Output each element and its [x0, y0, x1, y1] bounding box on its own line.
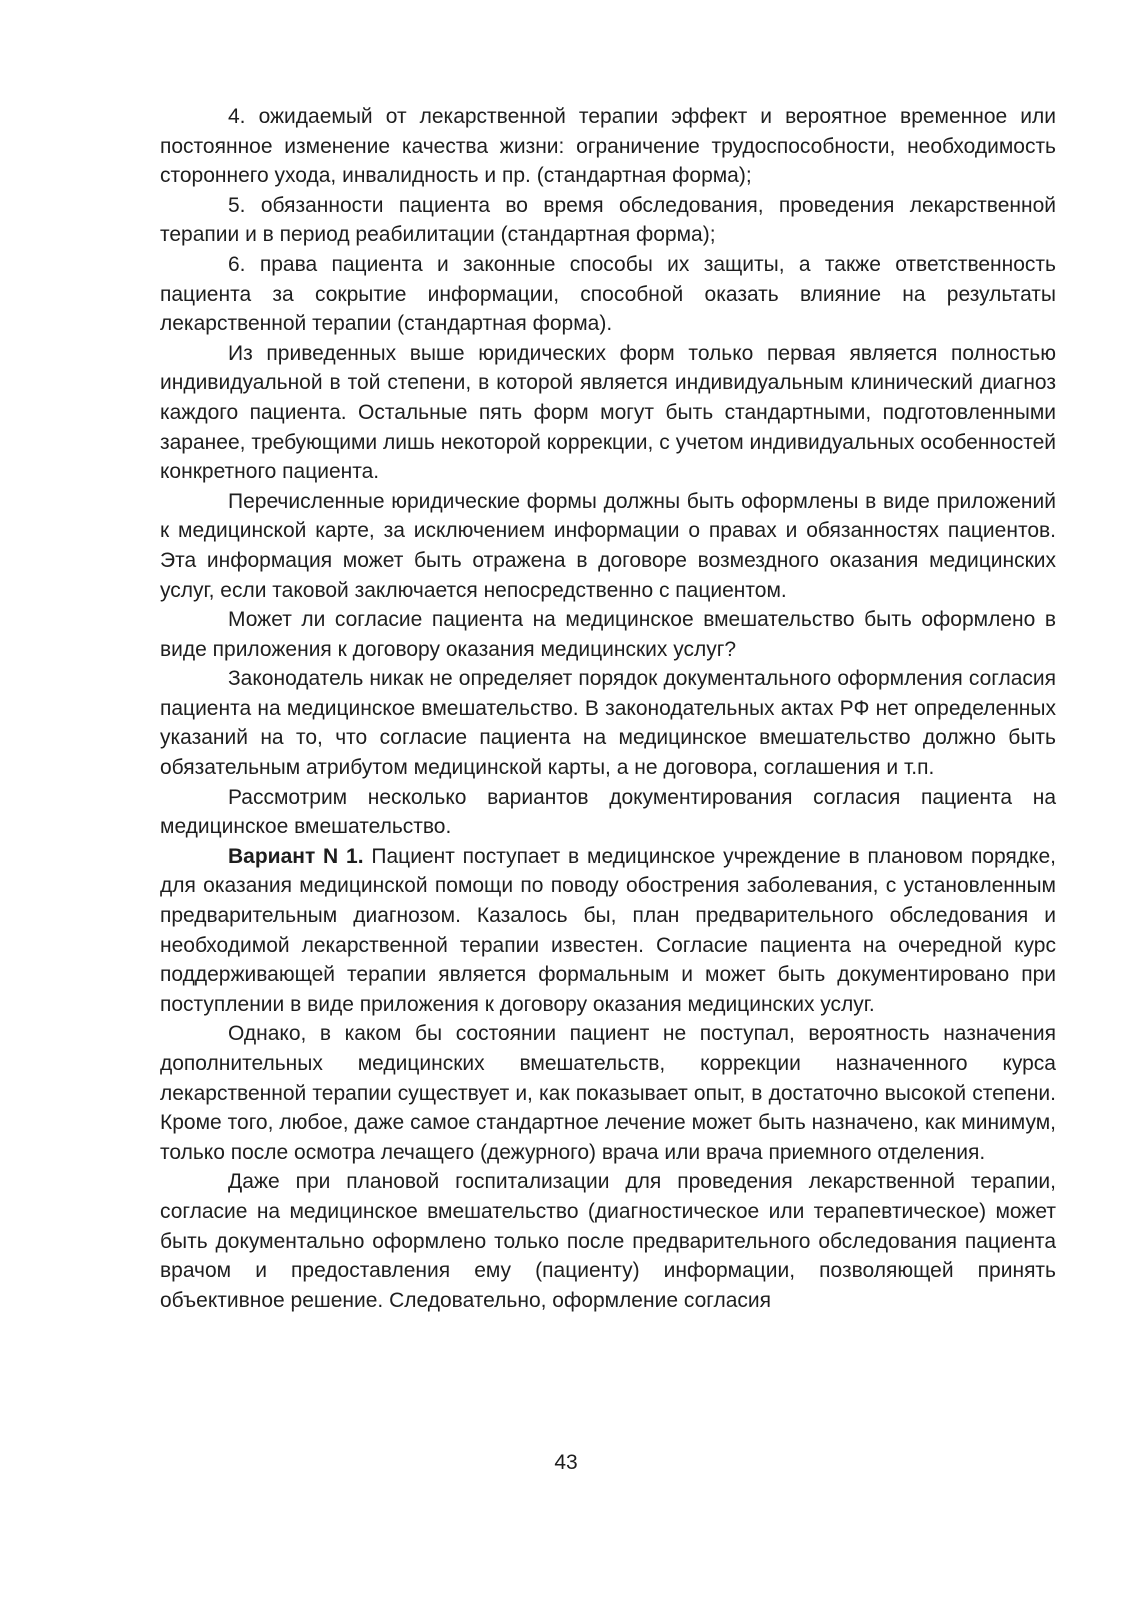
paragraph-text: Даже при плановой госпитализации для проведения лекарственной терапии, согласие на медицинское вмешательство (диагностическое или терапевтическое) может быть документально оформлено только после предварительного обследования пациента врачом и предоставления ему (пациенту) информации, позволяющей принять объективное решение. Следовательно, оформление согласия — [160, 1170, 1056, 1312]
page-number: 43 — [554, 1451, 578, 1474]
paragraph-text: Однако, в каком бы состоянии пациент не поступал, вероятность назначения дополнительных медицинских вмешательств, коррекции назначенного курса лекарственной терапии существует и, как показывает опыт, в достаточно высокой степени. Кроме того, любое, даже самое стандартное лечение может быть назначено, как минимум, только после осмотра лечащего (дежурного) врача или врача приемного отделения. — [160, 1022, 1056, 1164]
paragraph-item-6 — [160, 250, 1056, 339]
paragraph-forms-summary — [160, 339, 1056, 487]
paragraph-text: Может ли согласие пациента на медицинское вмешательство быть оформлено в виде приложения к договору оказания медицинских услуг? — [160, 608, 1056, 661]
paragraph-text: Пациент поступает в медицинское учреждение в плановом порядке, для оказания медицинской помощи по поводу обострения заболевания, с установленным предварительным диагнозом. Казалось бы, план предварительного обследования и необходимой лекарственной терапии известен. Согласие пациента на очередной курс поддерживающей терапии является формальным и может быть документировано при поступлении в виде приложения к договору оказания медицинских услуг. — [160, 844, 1056, 1016]
paragraph-legislator — [160, 664, 1056, 782]
paragraph-lead: Вариант N 1. — [228, 844, 364, 868]
paragraph-text: 4. ожидаемый от лекарственной терапии эффект и вероятное временное или постоянное изменение качества жизни: ограничение трудоспособности, необходимость стороннего ухода, инвалидность и пр. (стандартная форма); — [160, 105, 1056, 188]
paragraph-variant-1 — [160, 842, 1056, 1020]
paragraph-text: Законодатель никак не определяет порядок документального оформления согласия пациента на медицинское вмешательство. В законодательных актах РФ нет определенных указаний на то, что согласие пациента на медицинское вмешательство должно быть обязательным атрибутом медицинской карты, а не договора, соглашения и т.п. — [160, 667, 1056, 780]
paragraph-question — [160, 605, 1056, 664]
paragraph-text: 5. обязанности пациента во время обследования, проведения лекарственной терапии и в период реабилитации (стандартная форма); — [160, 193, 1056, 247]
paragraph-text: Из приведенных выше юридических форм только первая является полностью индивидуальной в той степени, в которой является индивидуальным клинический диагноз каждого пациента. Остальные пять форм могут быть стандартными, подготовленными заранее, требующими лишь некоторой коррекции, с учетом индивидуальных особенностей конкретного пациента. — [160, 341, 1056, 484]
document-body — [160, 102, 1056, 1315]
paragraph-variants-intro — [160, 783, 1056, 842]
paragraph-forms-attachments — [160, 487, 1056, 605]
paragraph-item-5 — [160, 191, 1056, 250]
paragraph-text: Рассмотрим несколько вариантов документирования согласия пациента на медицинское вмешательство. — [160, 785, 1056, 839]
paragraph-text: 6. права пациента и законные способы их защиты, а также ответственность пациента за сокрытие информации, способной оказать влияние на результаты лекарственной терапии (стандартная форма). — [160, 252, 1056, 336]
paragraph-however — [160, 1019, 1056, 1167]
paragraph-planned-hospitalization — [160, 1167, 1056, 1315]
paragraph-text: Перечисленные юридические формы должны быть оформлены в виде приложений к медицинской карте, за исключением информации о правах и обязанностях пациентов. Эта информация может быть отражена в договоре возмездного оказания медицинских услуг, если таковой заключается непосредственно с пациентом. — [160, 489, 1056, 602]
paragraph-item-4 — [160, 102, 1056, 191]
